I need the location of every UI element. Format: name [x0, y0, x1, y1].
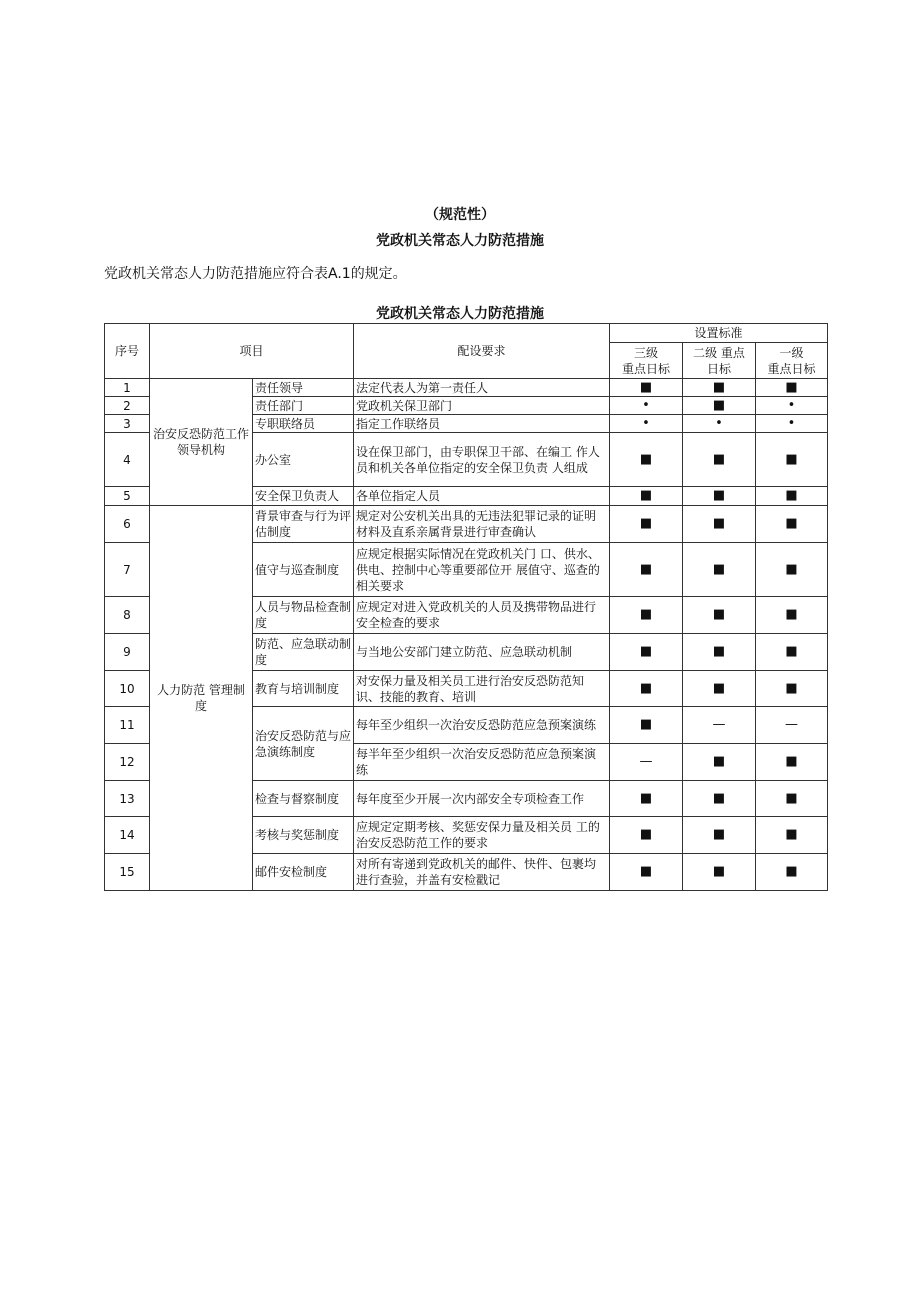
level1-mark: ■ [756, 854, 828, 891]
row-requirement: 法定代表人为第一责任人 [354, 379, 610, 397]
level1-mark: ■ [756, 744, 828, 781]
level2-mark: ■ [683, 817, 756, 854]
level2-mark: ■ [683, 487, 756, 506]
level3-mark: ■ [610, 634, 683, 671]
row-number: 11 [105, 707, 150, 744]
row-item: 责任领导 [253, 379, 354, 397]
measures-table [104, 323, 828, 891]
row-item: 专职联络员 [253, 415, 354, 433]
row-requirement: 指定工作联络员 [354, 415, 610, 433]
level2-mark: ■ [683, 781, 756, 817]
level3-mark: ■ [610, 781, 683, 817]
level3-mark: • [610, 397, 683, 415]
row-item: 安全保卫负责人 [253, 487, 354, 506]
row-number: 12 [105, 744, 150, 781]
level2-mark: ■ [683, 397, 756, 415]
row-item: 防范、应急联动制度 [253, 634, 354, 671]
level1-mark: ■ [756, 433, 828, 487]
row-item: 人员与物品检查制度 [253, 597, 354, 634]
level2-mark: ■ [683, 854, 756, 891]
level2-mark: ■ [683, 744, 756, 781]
row-number: 5 [105, 487, 150, 506]
row-number: 14 [105, 817, 150, 854]
level3-mark: ■ [610, 379, 683, 397]
row-requirement: 每半年至少组织一次治安反恐防范应急预案演练 [354, 744, 610, 781]
row-requirement: 各单位指定人员 [354, 487, 610, 506]
table-caption: 党政机关常态人力防范措施 [376, 306, 544, 322]
level2-mark: ■ [683, 433, 756, 487]
row-item: 考核与奖惩制度 [253, 817, 354, 854]
row-number: 15 [105, 854, 150, 891]
group-label: 治安反恐防范工作领导机构 [150, 379, 253, 506]
row-item: 值守与巡查制度 [253, 543, 354, 597]
level1-mark: ■ [756, 634, 828, 671]
level2-mark: ■ [683, 597, 756, 634]
row-requirement: 应规定对进入党政机关的人员及携带物品进行安全检查的要求 [354, 597, 610, 634]
level3-mark: ■ [610, 506, 683, 543]
row-item: 背景审查与行为评估制度 [253, 506, 354, 543]
group-label: 人力防范 管理制度 [150, 506, 253, 891]
header-item: 项目 [150, 324, 354, 379]
level1-mark: • [756, 397, 828, 415]
level1-mark: — [756, 707, 828, 744]
level1-mark: ■ [756, 597, 828, 634]
level2-mark: ■ [683, 379, 756, 397]
level1-mark: ■ [756, 487, 828, 506]
level1-mark: ■ [756, 781, 828, 817]
level2-mark: ■ [683, 506, 756, 543]
level1-mark: ■ [756, 506, 828, 543]
intro-paragraph: 党政机关常态人力防范措施应符合表A.1的规定。 [104, 266, 407, 282]
row-item: 办公室 [253, 433, 354, 487]
level3-mark: ■ [610, 854, 683, 891]
row-number: 6 [105, 506, 150, 543]
row-number: 2 [105, 397, 150, 415]
row-requirement: 每年至少组织一次治安反恐防范应急预案演练 [354, 707, 610, 744]
row-requirement: 应规定根据实际情况在党政机关门 口、供水、供电、控制中心等重要部位开 展值守、巡查的相关要求 [354, 543, 610, 597]
row-number: 8 [105, 597, 150, 634]
row-number: 4 [105, 433, 150, 487]
header-requirement: 配设要求 [354, 324, 610, 379]
row-requirement: 规定对公安机关出具的无违法犯罪记录的证明材料及直系亲属背景进行审查确认 [354, 506, 610, 543]
level1-mark: ■ [756, 671, 828, 707]
level2-mark: ■ [683, 634, 756, 671]
header-level2: 二级 重点 日标 [683, 343, 756, 379]
table-body [105, 379, 828, 891]
level2-mark: ■ [683, 671, 756, 707]
table-row [105, 379, 828, 397]
row-requirement: 设在保卫部门，由专职保卫干部、在编工 作人员和机关各单位指定的安全保卫负责 人组成 [354, 433, 610, 487]
level3-mark: ■ [610, 433, 683, 487]
annex-label: （规范性） [425, 207, 495, 223]
level3-mark: ■ [610, 543, 683, 597]
level1-mark: ■ [756, 379, 828, 397]
level3-mark: • [610, 415, 683, 433]
row-number: 10 [105, 671, 150, 707]
level3-mark: — [610, 744, 683, 781]
row-requirement: 党政机关保卫部门 [354, 397, 610, 415]
row-requirement: 对所有寄递到党政机关的邮件、快件、包裹均 进行查验，并盖有安检戳记 [354, 854, 610, 891]
level3-mark: ■ [610, 707, 683, 744]
row-number: 3 [105, 415, 150, 433]
level2-mark: — [683, 707, 756, 744]
row-requirement: 与当地公安部门建立防范、应急联动机制 [354, 634, 610, 671]
header-seq: 序号 [105, 324, 150, 379]
level3-mark: ■ [610, 487, 683, 506]
level2-mark: ■ [683, 543, 756, 597]
header-standard: 设置标准 [610, 324, 828, 343]
header-level1: 一级 重点日标 [756, 343, 828, 379]
row-item: 检查与督察制度 [253, 781, 354, 817]
row-number: 7 [105, 543, 150, 597]
row-item: 责任部门 [253, 397, 354, 415]
level3-mark: ■ [610, 817, 683, 854]
row-item: 教育与培训制度 [253, 671, 354, 707]
row-requirement: 对安保力量及相关员工进行治安反恐防范知识、技能的教育、培训 [354, 671, 610, 707]
level1-mark: • [756, 415, 828, 433]
row-number: 1 [105, 379, 150, 397]
level1-mark: ■ [756, 817, 828, 854]
level1-mark: ■ [756, 543, 828, 597]
row-requirement: 每年度至少开展一次内部安全专项检查工作 [354, 781, 610, 817]
level2-mark: • [683, 415, 756, 433]
row-item: 治安反恐防范与应急演练制度 [253, 707, 354, 781]
row-number: 13 [105, 781, 150, 817]
row-item: 邮件安检制度 [253, 854, 354, 891]
row-number: 9 [105, 634, 150, 671]
level3-mark: ■ [610, 597, 683, 634]
table-row [105, 506, 828, 543]
level3-mark: ■ [610, 671, 683, 707]
header-level3: 三级 重点日标 [610, 343, 683, 379]
row-requirement: 应规定定期考核、奖惩安保力量及相关员 工的治安反恐防范工作的要求 [354, 817, 610, 854]
annex-title: 党政机关常态人力防范措施 [376, 233, 544, 249]
